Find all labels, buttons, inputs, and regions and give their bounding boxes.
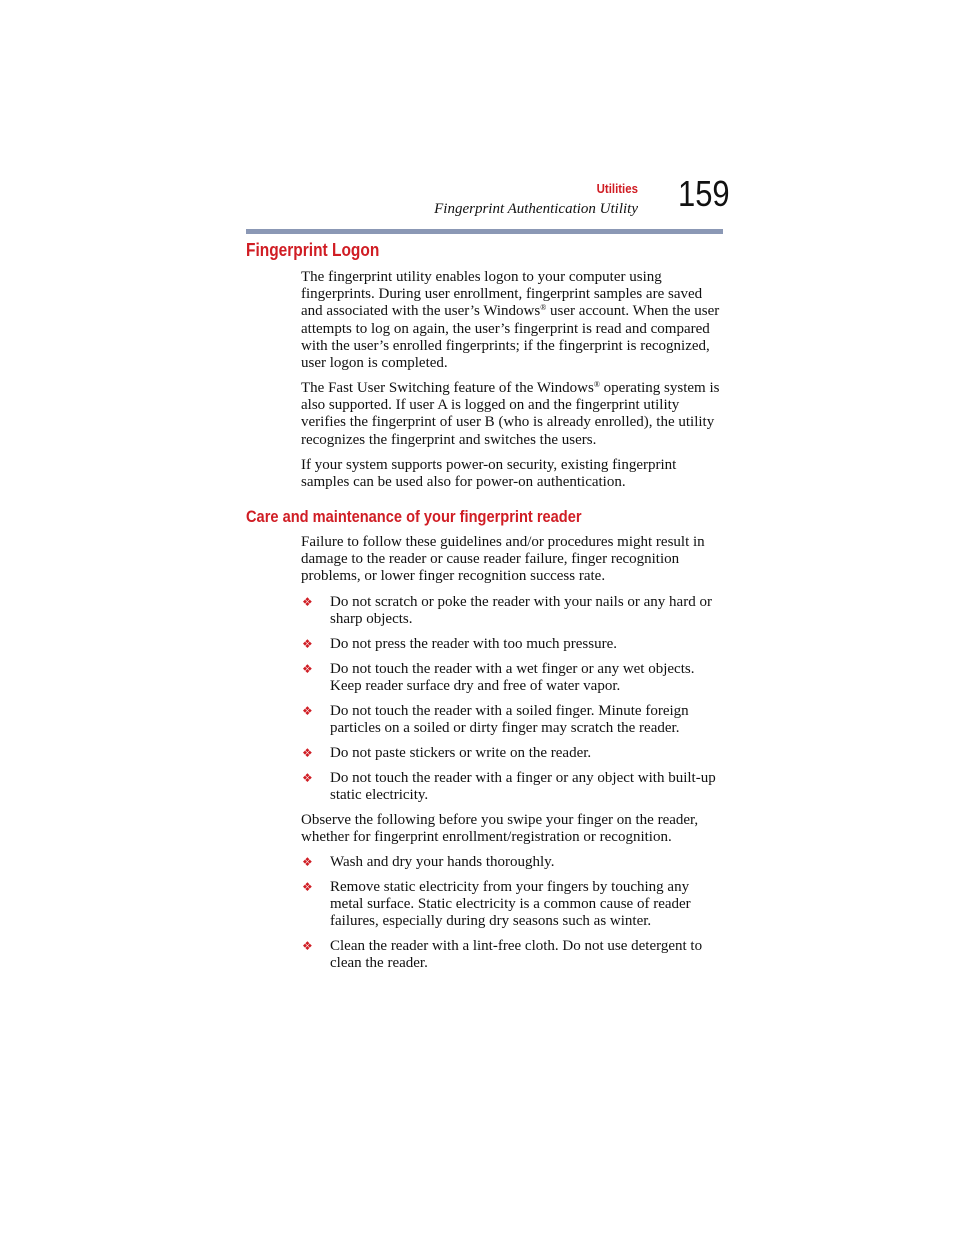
bullet-icon: ❖ — [302, 595, 313, 609]
list-item-text: Do not press the reader with too much pressure. — [330, 636, 618, 652]
section-heading-care-maintenance: Care and maintenance of your fingerprint reader — [246, 507, 582, 526]
list-item-text: Remove static electricity from your fingers by touching any metal surface. Static electricity is a common cause of reader failures, especially during dry seasons such as winter. — [330, 879, 691, 930]
bullet-icon: ❖ — [302, 637, 313, 651]
paragraph-fast-user-switching: The Fast User Switching feature of the Windows® operating system is also supported. If user A is logged on and the fingerprint utility verifies the fingerprint of user B (who is already enrolled), the utility recognizes the fingerprint and switches the users. — [301, 380, 720, 448]
list-item-text: Do not paste stickers or write on the reader. — [330, 745, 592, 761]
header-rule — [246, 229, 723, 234]
bullet-icon: ❖ — [302, 662, 313, 676]
header-chapter: Utilities — [596, 181, 638, 196]
bullet-icon: ❖ — [302, 771, 313, 785]
paragraph-logon-intro: The fingerprint utility enables logon to your computer using fingerprints. During user enrollment, fingerprint samples are saved and associated with the user’s Windows® user account. When the user attempts to log on again, the user’s fingerprint is read and compared with the user’s enrolled fingerprints; if the fingerprint is recognized, user logon is completed. — [301, 269, 720, 372]
paragraph-observe: Observe the following before you swipe your finger on the reader, whether for fingerprint enrollment/registration or recognition. — [301, 812, 699, 846]
bullet-icon: ❖ — [302, 880, 313, 894]
bullet-icon: ❖ — [302, 704, 313, 718]
paragraph-power-on-security: If your system supports power-on security, existing fingerprint samples can be used also for power-on authentication. — [301, 457, 677, 491]
bullet-icon: ❖ — [302, 746, 313, 760]
bullet-icon: ❖ — [302, 939, 313, 953]
section-heading-fingerprint-logon: Fingerprint Logon — [246, 240, 380, 260]
list-item-text: Clean the reader with a lint-free cloth. Do not use detergent to clean the reader. — [330, 938, 703, 972]
list-item-text: Do not touch the reader with a finger or any object with built-up static electricity. — [330, 770, 716, 804]
list-item-text: Wash and dry your hands thoroughly. — [330, 854, 555, 870]
list-item-text: Do not touch the reader with a soiled finger. Minute foreign particles on a soiled or dirty finger may scratch the reader. — [330, 703, 689, 737]
list-item-text: Do not touch the reader with a wet finger or any wet objects. Keep reader surface dry and free of water vapor. — [330, 661, 695, 695]
page-number: 159 — [678, 173, 730, 214]
header-subtitle: Fingerprint Authentication Utility — [434, 201, 638, 217]
list-item-text: Do not scratch or poke the reader with your nails or any hard or sharp objects. — [330, 594, 712, 628]
bullet-icon: ❖ — [302, 855, 313, 869]
paragraph-care-intro: Failure to follow these guidelines and/or procedures might result in damage to the reader or cause reader failure, finger recognition problems, or lower finger recognition success rate. — [301, 534, 705, 585]
